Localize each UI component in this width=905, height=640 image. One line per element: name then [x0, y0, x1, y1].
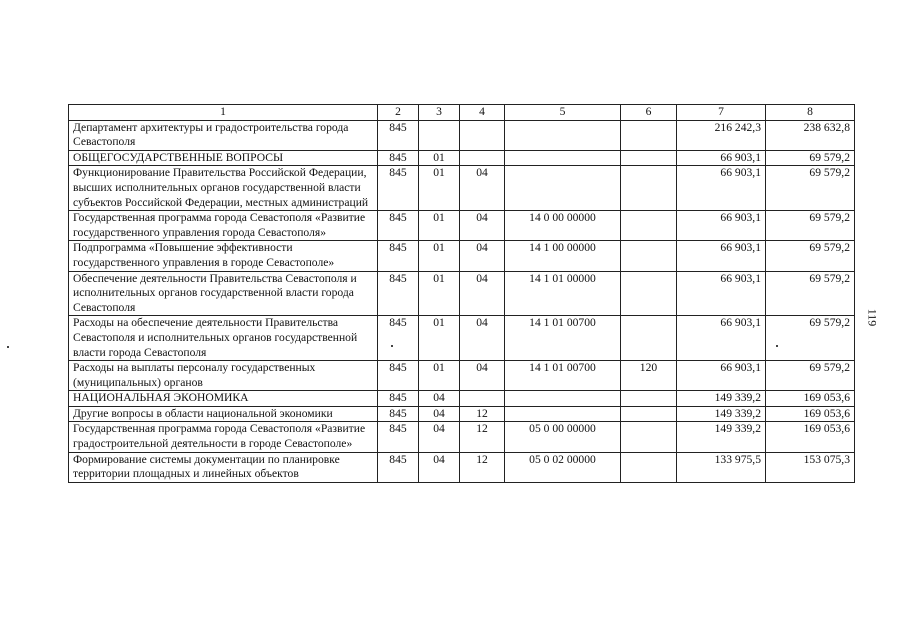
- row-amount-col8: 69 579,2: [766, 211, 855, 241]
- table-row: [69, 150, 855, 166]
- table-row: [69, 120, 855, 150]
- column-header: 4: [460, 105, 505, 121]
- row-subsection-code: 04: [460, 211, 505, 241]
- row-section-code: 01: [419, 316, 460, 361]
- row-ministry-code: 845: [378, 406, 419, 422]
- row-name: Подпрограмма «Повышение эффективности государственного управления в городе Севастополе»: [69, 241, 378, 271]
- row-name: Расходы на выплаты персоналу государственных (муниципальных) органов: [69, 361, 378, 391]
- row-target-code: [505, 120, 621, 150]
- row-target-code: [505, 166, 621, 211]
- row-target-code: 14 0 00 00000: [505, 211, 621, 241]
- table-row: [69, 361, 855, 391]
- row-name: НАЦИОНАЛЬНАЯ ЭКОНОМИКА: [69, 391, 378, 407]
- row-subsection-code: 04: [460, 316, 505, 361]
- row-subsection-code: [460, 391, 505, 407]
- row-section-code: [419, 120, 460, 150]
- row-expense-type: 120: [621, 361, 677, 391]
- row-amount-col8: 238 632,8: [766, 120, 855, 150]
- row-subsection-code: 12: [460, 452, 505, 482]
- row-section-code: 04: [419, 406, 460, 422]
- row-target-code: [505, 406, 621, 422]
- row-amount-col7: 66 903,1: [677, 241, 766, 271]
- row-ministry-code: 845: [378, 452, 419, 482]
- row-name: Обеспечение деятельности Правительства Севастополя и исполнительных органов государственной власти города Севастополя: [69, 271, 378, 316]
- row-ministry-code: 845: [378, 211, 419, 241]
- row-subsection-code: 04: [460, 166, 505, 211]
- row-amount-col7: 66 903,1: [677, 211, 766, 241]
- column-header: 3: [419, 105, 460, 121]
- column-header: 7: [677, 105, 766, 121]
- row-ministry-code: 845: [378, 241, 419, 271]
- page-number: 119: [865, 308, 880, 327]
- scan-speck: [776, 345, 778, 347]
- row-ministry-code: 845: [378, 150, 419, 166]
- row-amount-col8: 69 579,2: [766, 361, 855, 391]
- row-section-code: 01: [419, 361, 460, 391]
- row-amount-col7: 66 903,1: [677, 361, 766, 391]
- row-target-code: 14 1 01 00000: [505, 271, 621, 316]
- row-target-code: 14 1 01 00700: [505, 316, 621, 361]
- table-row: [69, 406, 855, 422]
- row-subsection-code: 04: [460, 271, 505, 316]
- row-subsection-code: 12: [460, 406, 505, 422]
- row-target-code: 14 1 01 00700: [505, 361, 621, 391]
- row-expense-type: [621, 150, 677, 166]
- row-amount-col8: 69 579,2: [766, 166, 855, 211]
- row-target-code: [505, 391, 621, 407]
- table-row: [69, 271, 855, 316]
- table-row: [69, 422, 855, 452]
- row-name: Функционирование Правительства Российской Федерации, высших исполнительных органов государственной власти субъектов Российской Федерации, местных администраций: [69, 166, 378, 211]
- row-amount-col8: 169 053,6: [766, 406, 855, 422]
- row-ministry-code: 845: [378, 271, 419, 316]
- row-amount-col8: 153 075,3: [766, 452, 855, 482]
- row-section-code: 01: [419, 211, 460, 241]
- row-amount-col8: 69 579,2: [766, 241, 855, 271]
- row-expense-type: [621, 406, 677, 422]
- row-name: ОБЩЕГОСУДАРСТВЕННЫЕ ВОПРОСЫ: [69, 150, 378, 166]
- row-target-code: 05 0 02 00000: [505, 452, 621, 482]
- row-expense-type: [621, 241, 677, 271]
- row-subsection-code: [460, 120, 505, 150]
- row-section-code: 04: [419, 452, 460, 482]
- column-header: 1: [69, 105, 378, 121]
- column-header: 6: [621, 105, 677, 121]
- row-target-code: 14 1 00 00000: [505, 241, 621, 271]
- row-subsection-code: 04: [460, 361, 505, 391]
- row-amount-col8: 69 579,2: [766, 150, 855, 166]
- row-ministry-code: 845: [378, 120, 419, 150]
- row-expense-type: [621, 391, 677, 407]
- row-target-code: 05 0 00 00000: [505, 422, 621, 452]
- table-row: [69, 452, 855, 482]
- scan-speck: [391, 345, 393, 347]
- row-section-code: 01: [419, 271, 460, 316]
- row-subsection-code: 12: [460, 422, 505, 452]
- row-subsection-code: [460, 150, 505, 166]
- row-amount-col7: 149 339,2: [677, 422, 766, 452]
- row-ministry-code: 845: [378, 316, 419, 361]
- row-name: Расходы на обеспечение деятельности Правительства Севастополя и исполнительных органов государственной власти города Севастополя: [69, 316, 378, 361]
- row-expense-type: [621, 211, 677, 241]
- row-ministry-code: 845: [378, 166, 419, 211]
- row-name: Государственная программа города Севастополя «Развитие государственного управления города Севастополя»: [69, 211, 378, 241]
- column-header: 2: [378, 105, 419, 121]
- row-amount-col7: 216 242,3: [677, 120, 766, 150]
- budget-table: [68, 104, 855, 483]
- table-row: [69, 391, 855, 407]
- row-amount-col8: 169 053,6: [766, 391, 855, 407]
- column-header: 5: [505, 105, 621, 121]
- row-subsection-code: 04: [460, 241, 505, 271]
- row-section-code: 04: [419, 422, 460, 452]
- row-amount-col7: 66 903,1: [677, 166, 766, 211]
- row-section-code: 01: [419, 241, 460, 271]
- row-amount-col7: 149 339,2: [677, 406, 766, 422]
- row-name: Департамент архитектуры и градостроительства города Севастополя: [69, 120, 378, 150]
- row-amount-col7: 149 339,2: [677, 391, 766, 407]
- row-expense-type: [621, 316, 677, 361]
- row-ministry-code: 845: [378, 391, 419, 407]
- row-name: Государственная программа города Севастополя «Развитие градостроительной деятельности в городе Севастополе»: [69, 422, 378, 452]
- row-name: Другие вопросы в области национальной экономики: [69, 406, 378, 422]
- row-section-code: 01: [419, 150, 460, 166]
- table-row: [69, 211, 855, 241]
- row-expense-type: [621, 271, 677, 316]
- row-amount-col7: 66 903,1: [677, 150, 766, 166]
- row-section-code: 04: [419, 391, 460, 407]
- row-amount-col8: 169 053,6: [766, 422, 855, 452]
- row-amount-col8: 69 579,2: [766, 316, 855, 361]
- row-name: Формирование системы документации по планировке территории площадных и линейных объектов: [69, 452, 378, 482]
- row-amount-col8: 69 579,2: [766, 271, 855, 316]
- row-amount-col7: 133 975,5: [677, 452, 766, 482]
- row-expense-type: [621, 166, 677, 211]
- row-ministry-code: 845: [378, 422, 419, 452]
- table-row: [69, 316, 855, 361]
- row-expense-type: [621, 422, 677, 452]
- scan-speck: [7, 346, 9, 348]
- row-expense-type: [621, 452, 677, 482]
- table-row: [69, 241, 855, 271]
- row-section-code: 01: [419, 166, 460, 211]
- row-ministry-code: 845: [378, 361, 419, 391]
- table-row: [69, 166, 855, 211]
- row-amount-col7: 66 903,1: [677, 271, 766, 316]
- column-number-row: [69, 105, 855, 121]
- row-amount-col7: 66 903,1: [677, 316, 766, 361]
- column-header: 8: [766, 105, 855, 121]
- row-expense-type: [621, 120, 677, 150]
- row-target-code: [505, 150, 621, 166]
